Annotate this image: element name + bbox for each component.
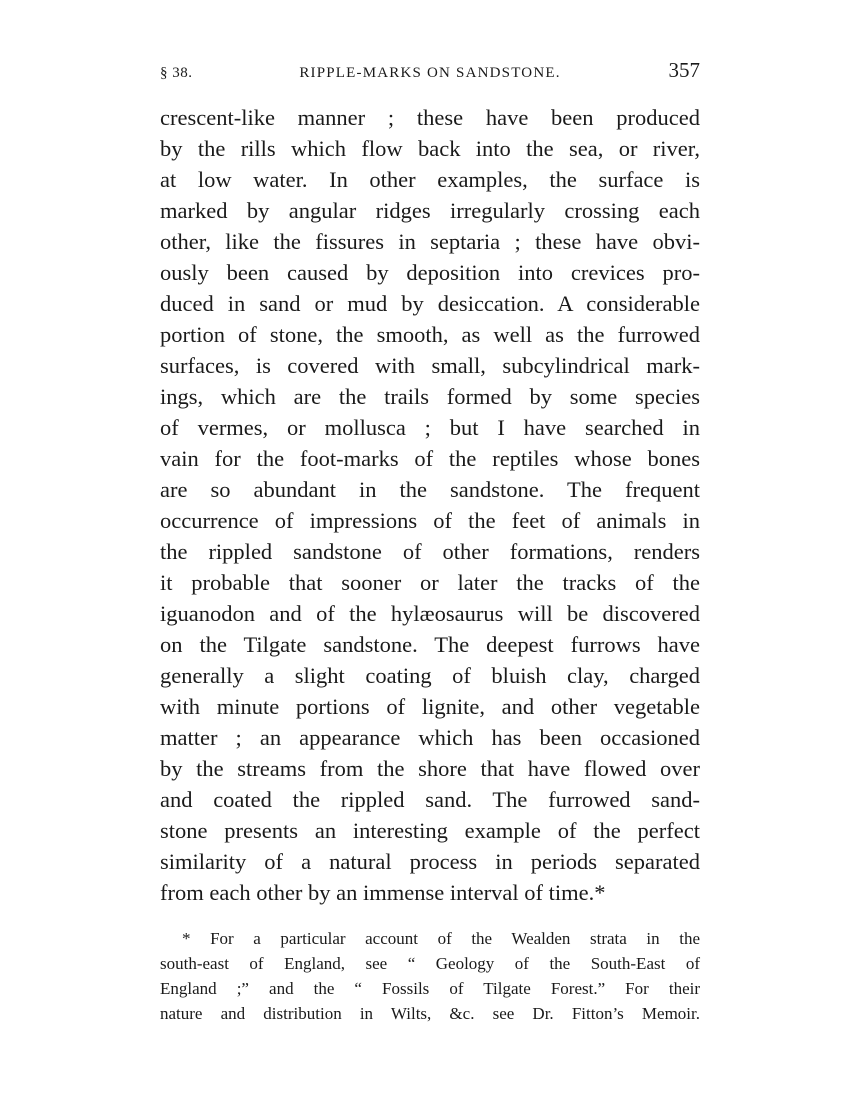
body-line: similarity of a natural process in periods separated xyxy=(160,849,700,874)
body-line: portion of stone, the smooth, as well as the furrowed xyxy=(160,322,700,347)
body-line: with minute portions of lignite, and other vegetable xyxy=(160,694,700,719)
footnote-line: England ;” and the “ Fossils of Tilgate Forest.” For their xyxy=(160,979,700,998)
body-line: the rippled sandstone of other formations, renders xyxy=(160,539,700,564)
body-line: by the rills which flow back into the sea, or river, xyxy=(160,136,700,161)
page-number: 357 xyxy=(668,58,700,82)
body-text xyxy=(160,102,700,908)
footnote-line: south-east of England, see “ Geology of the South-East of xyxy=(160,954,700,973)
body-line: iguanodon and of the hylæosaurus will be discovered xyxy=(160,601,700,626)
body-line: are so abundant in the sandstone. The frequent xyxy=(160,477,700,502)
body-line: surfaces, is covered with small, subcylindrical mark- xyxy=(160,353,700,378)
body-line: at low water. In other examples, the surface is xyxy=(160,167,700,192)
body-line: from each other by an immense interval of time.* xyxy=(160,880,606,905)
footnote xyxy=(160,926,700,1026)
footnote-line: * For a particular account of the Wealden strata in the xyxy=(182,929,700,948)
body-line: stone presents an interesting example of the perfect xyxy=(160,818,700,843)
body-line: vain for the foot-marks of the reptiles whose bones xyxy=(160,446,700,471)
body-line: of vermes, or mollusca ; but I have searched in xyxy=(160,415,700,440)
body-line: other, like the fissures in septaria ; these have obvi- xyxy=(160,229,700,254)
body-line: by the streams from the shore that have flowed over xyxy=(160,756,700,781)
body-line: it probable that sooner or later the tracks of the xyxy=(160,570,700,595)
footnote-line: nature and distribution in Wilts, &c. see Dr. Fitton’s Memoir. xyxy=(160,1004,700,1023)
body-line: crescent-like manner ; these have been produced xyxy=(160,105,700,130)
section-reference: § 38. xyxy=(160,65,193,81)
running-head xyxy=(160,58,700,88)
book-page xyxy=(160,58,700,1026)
body-line: and coated the rippled sand. The furrowed sand- xyxy=(160,787,700,812)
body-line: ings, which are the trails formed by some species xyxy=(160,384,700,409)
running-head-title: RIPPLE-MARKS ON SANDSTONE. xyxy=(299,65,561,81)
body-line: matter ; an appearance which has been occasioned xyxy=(160,725,700,750)
body-line: generally a slight coating of bluish clay, charged xyxy=(160,663,700,688)
body-line: occurrence of impressions of the feet of animals in xyxy=(160,508,700,533)
body-line: on the Tilgate sandstone. The deepest furrows have xyxy=(160,632,700,657)
body-line: ously been caused by deposition into crevices pro- xyxy=(160,260,700,285)
body-line: marked by angular ridges irregularly crossing each xyxy=(160,198,700,223)
body-line: duced in sand or mud by desiccation. A considerable xyxy=(160,291,700,316)
